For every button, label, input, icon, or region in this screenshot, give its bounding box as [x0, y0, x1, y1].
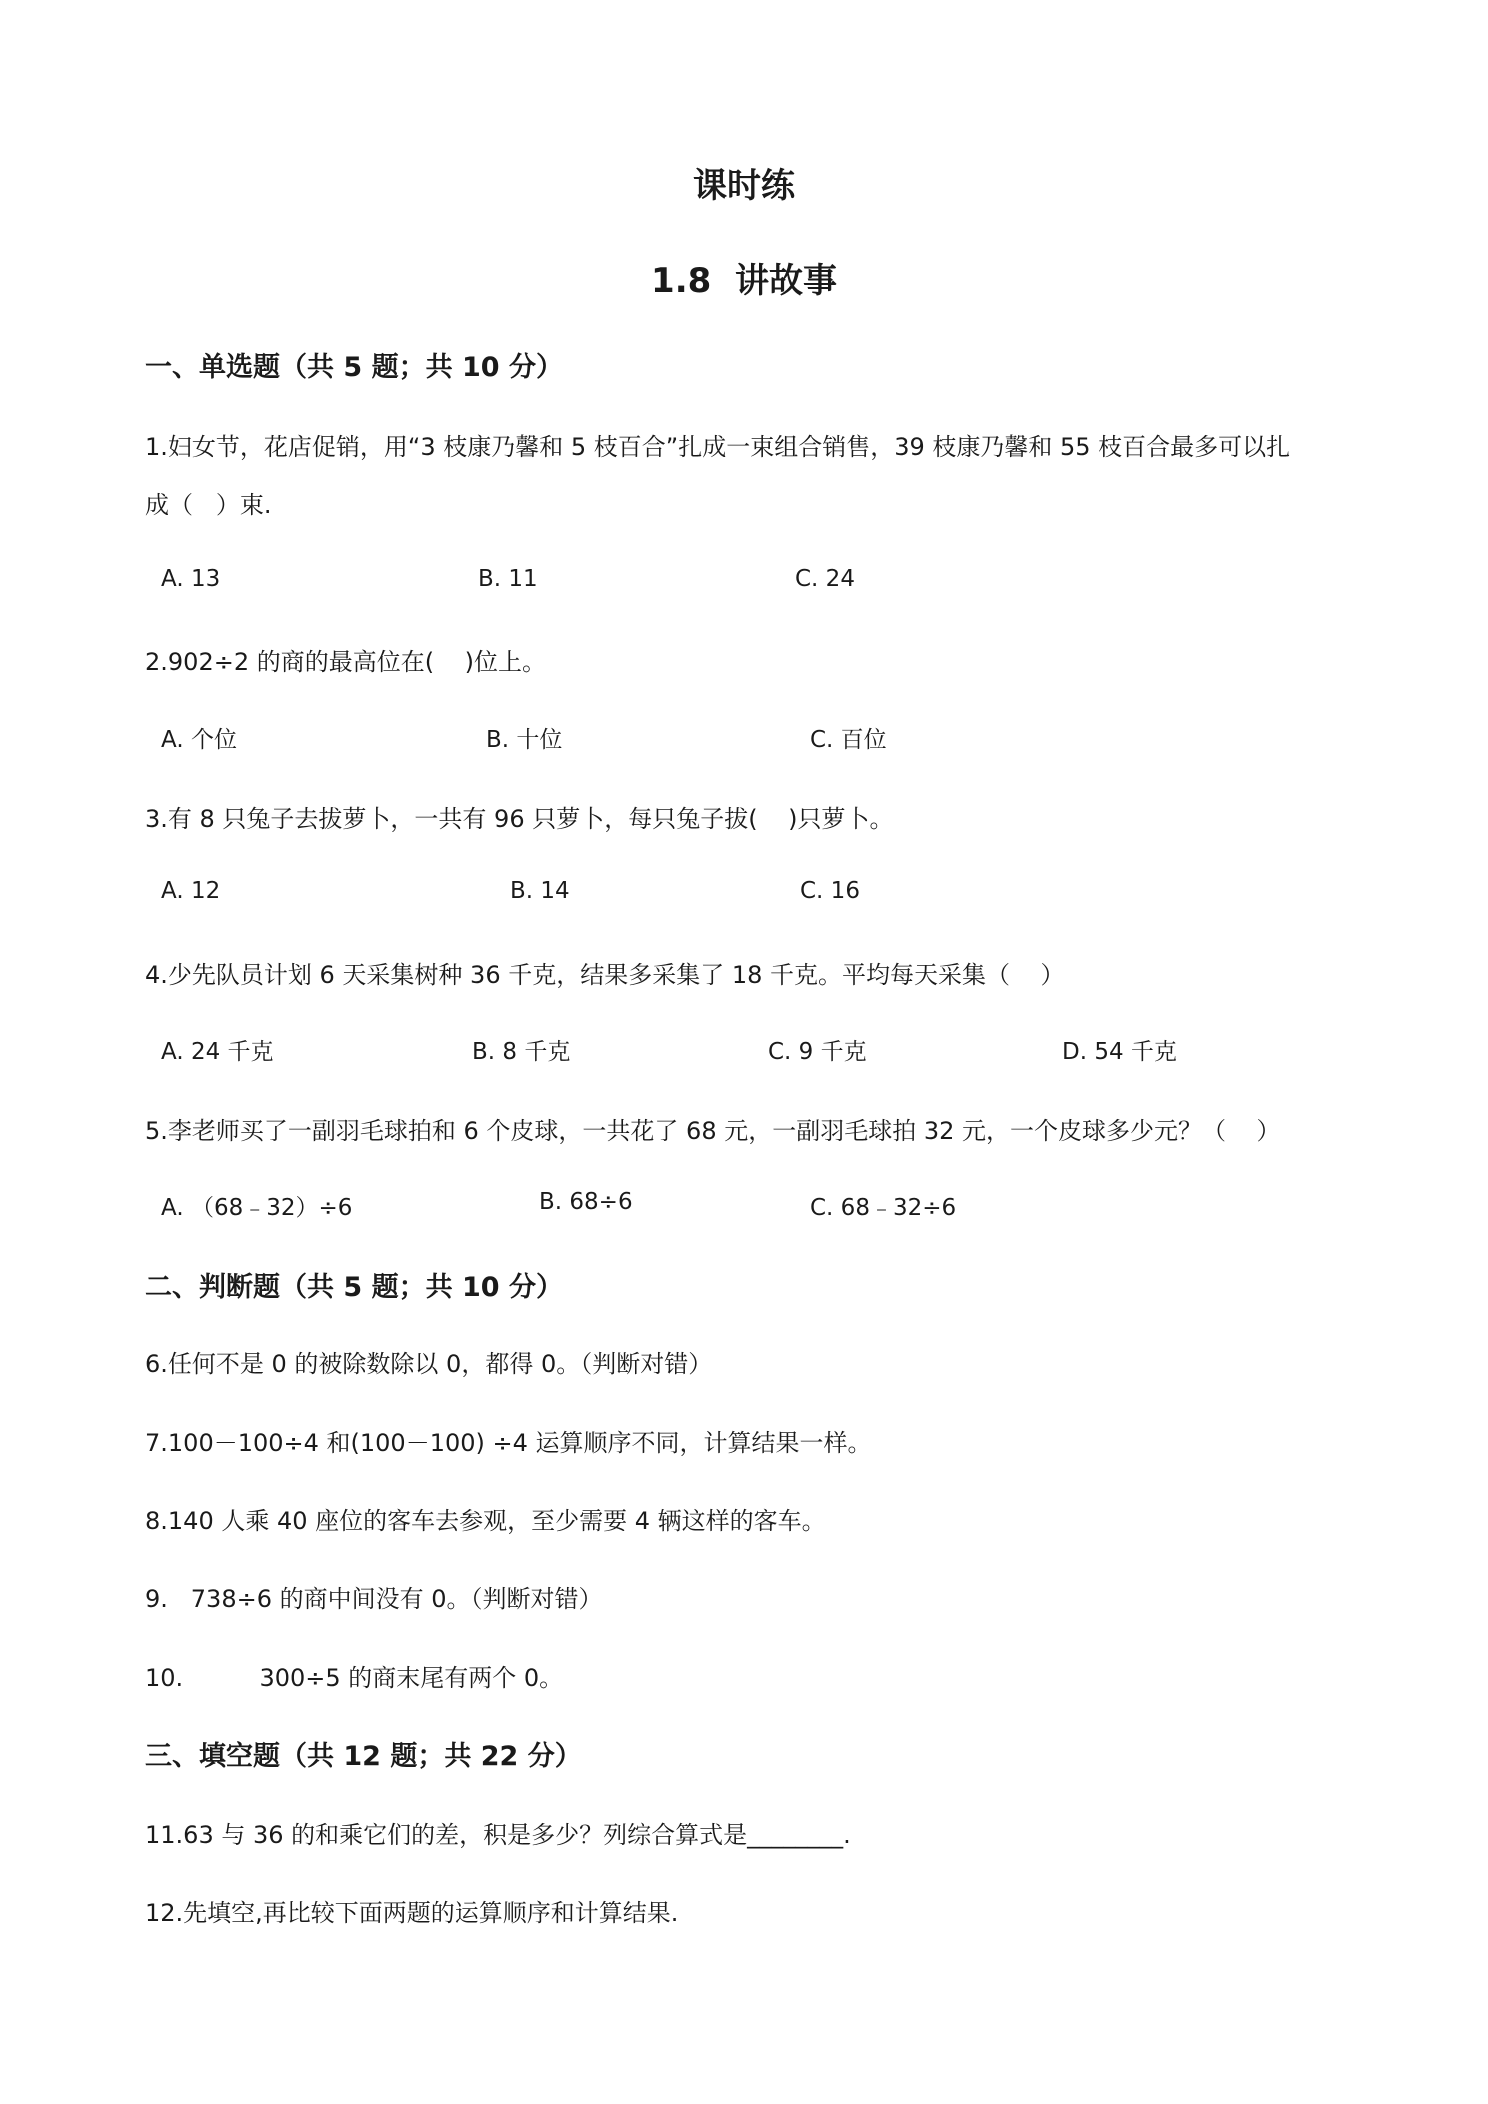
question-1-line-1: 1.妇女节，花店促销，用“3 枝康乃馨和 5 枝百合”扎成一束组合销售，39 枝康乃馨和 55 枝百合最多可以扎 [145, 433, 1291, 461]
question-4-option-b: B. 8 千克 [472, 1039, 571, 1065]
question-1-line-2: 成（ ）束. [145, 491, 272, 519]
question-6-text: 6.任何不是 0 的被除数除以 0，都得 0。（判断对错） [145, 1350, 713, 1378]
question-2-option-a: A. 个位 [161, 727, 237, 753]
question-4-text: 4.少先队员计划 6 天采集树种 36 千克，结果多采集了 18 千克。平均每天采集（ ） [145, 961, 1065, 989]
section-heading-single-choice: 一、单选题（共 5 题；共 10 分） [145, 352, 563, 383]
question-5-option-c: C. 68﹣32÷6 [810, 1195, 957, 1221]
section-heading-true-false: 二、判断题（共 5 题；共 10 分） [145, 1272, 563, 1303]
question-4-option-a: A. 24 千克 [161, 1039, 274, 1065]
question-1-option-b: B. 11 [478, 566, 538, 592]
question-8-text: 8.140 人乘 40 座位的客车去参观，至少需要 4 辆这样的客车。 [145, 1507, 826, 1535]
question-2-option-b: B. 十位 [486, 727, 563, 753]
question-5-option-a: A. （68﹣32）÷6 [161, 1195, 353, 1221]
question-12-text: 12.先填空,再比较下面两题的运算顺序和计算结果. [145, 1899, 679, 1927]
question-5-option-b: B. 68÷6 [539, 1189, 633, 1215]
question-3-option-b: B. 14 [510, 878, 570, 904]
question-4-option-c: C. 9 千克 [768, 1039, 867, 1065]
question-2-option-c: C. 百位 [810, 727, 887, 753]
document-subtitle: 1.8 讲故事 [651, 261, 837, 301]
question-4-option-d: D. 54 千克 [1062, 1039, 1177, 1065]
question-2-text: 2.902÷2 的商的最高位在( )位上。 [145, 648, 546, 676]
question-11-text: 11.63 与 36 的和乘它们的差，积是多少？列综合算式是________. [145, 1821, 851, 1849]
question-3-text: 3.有 8 只兔子去拔萝卜，一共有 96 只萝卜，每只兔子拔( )只萝卜。 [145, 805, 894, 833]
question-1-option-a: A. 13 [161, 566, 221, 592]
question-3-option-c: C. 16 [800, 878, 860, 904]
question-9-text: 9. 738÷6 的商中间没有 0。（判断对错） [145, 1585, 603, 1613]
question-1-option-c: C. 24 [795, 566, 855, 592]
question-7-text: 7.100－100÷4 和(100－100) ÷4 运算顺序不同，计算结果一样。 [145, 1429, 872, 1457]
question-3-option-a: A. 12 [161, 878, 221, 904]
document-title: 课时练 [693, 166, 795, 206]
question-10-text: 10. 300÷5 的商末尾有两个 0。 [145, 1664, 564, 1692]
section-heading-fill-blank: 三、填空题（共 12 题；共 22 分） [145, 1741, 582, 1772]
question-5-text: 5.李老师买了一副羽毛球拍和 6 个皮球，一共花了 68 元，一副羽毛球拍 32 元，一个皮球多少元？（ ） [145, 1117, 1281, 1145]
